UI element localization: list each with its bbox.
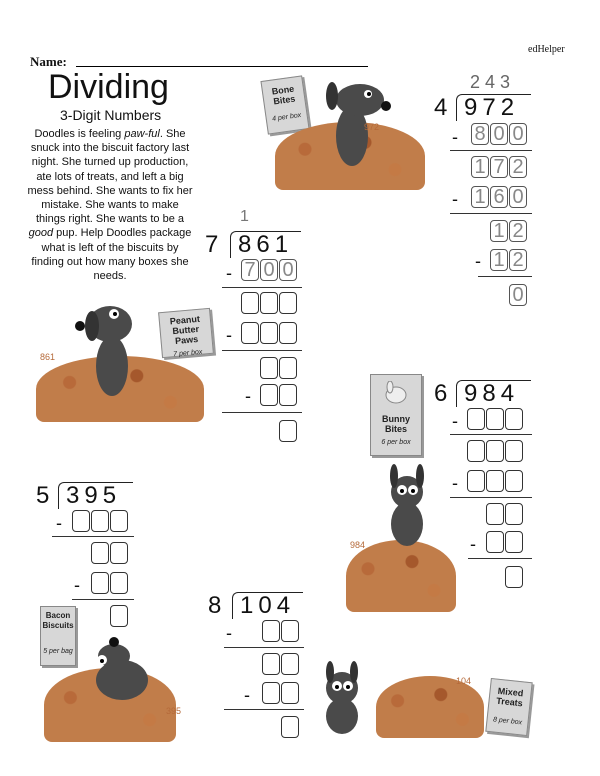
answer-box: 2	[509, 249, 527, 271]
answer-box[interactable]	[241, 292, 259, 314]
answer-box[interactable]	[260, 322, 278, 344]
pile-label: 104	[456, 676, 472, 686]
subtraction-line	[478, 276, 532, 277]
bacon-biscuits-bag	[40, 606, 76, 666]
answer-box[interactable]	[467, 408, 485, 430]
minus-sign: -	[245, 386, 251, 406]
subtraction-line	[222, 287, 302, 288]
dog-icon	[312, 76, 394, 176]
page-subtitle: 3-Digit Numbers	[60, 107, 162, 123]
answer-box: 0	[279, 259, 297, 281]
dog-icon	[84, 636, 158, 708]
answer-box: 0	[509, 186, 527, 208]
pile-label: 972	[364, 122, 380, 132]
answer-box[interactable]	[279, 420, 297, 442]
package-name: Bone Bites	[271, 83, 296, 107]
subtraction-line	[224, 647, 304, 648]
dog-icon	[312, 660, 372, 740]
answer-box[interactable]	[467, 470, 485, 492]
divisor: 6	[434, 380, 448, 407]
answer-box[interactable]	[260, 384, 278, 406]
pile-label: 984	[350, 540, 366, 550]
story-text	[26, 127, 194, 283]
minus-sign: -	[226, 325, 232, 345]
minus-sign: -	[226, 623, 232, 643]
dividend: 104	[240, 592, 296, 619]
answer-box[interactable]	[505, 440, 523, 462]
answer-box: 7	[241, 259, 259, 281]
answer-box: 1	[490, 220, 508, 242]
minus-sign: -	[475, 251, 481, 271]
answer-box[interactable]	[486, 440, 504, 462]
answer-box[interactable]	[281, 716, 299, 738]
pile-label: 395	[166, 706, 182, 716]
subtraction-line	[224, 709, 304, 710]
answer-box[interactable]	[486, 503, 504, 525]
quotient: 243	[470, 72, 516, 92]
subtraction-line	[52, 536, 134, 537]
minus-sign: -	[452, 411, 458, 431]
answer-box[interactable]	[91, 510, 109, 532]
story-emphasis: good	[28, 227, 54, 240]
answer-box[interactable]	[110, 510, 128, 532]
brand-label: edHelper	[528, 44, 565, 55]
package-name: Peanut Butter Paws	[169, 313, 201, 346]
answer-box[interactable]	[486, 408, 504, 430]
answer-box[interactable]	[91, 572, 109, 594]
answer-box[interactable]	[486, 531, 504, 553]
minus-sign: -	[452, 189, 458, 209]
bunny-bites-box	[370, 374, 422, 456]
subtraction-line	[468, 558, 532, 559]
story-part: . She snuck into the biscuit factory last night. She turned up production, ate lots of treats, and left a big mess behind. She wants to fix her mistake. She wants to make things right. She wants to be a	[27, 128, 193, 226]
answer-box[interactable]	[467, 440, 485, 462]
answer-box[interactable]	[281, 682, 299, 704]
answer-box[interactable]	[91, 542, 109, 564]
answer-box: 1	[490, 249, 508, 271]
story-part: Doodles is feeling	[34, 128, 125, 140]
answer-box[interactable]	[486, 470, 504, 492]
answer-box[interactable]	[281, 620, 299, 642]
answer-box[interactable]	[260, 357, 278, 379]
package-count: 4 per box	[271, 111, 302, 123]
story-part: pup. Help Doodles package what is left of the biscuits by finding out how many boxes she needs.	[31, 227, 192, 283]
answer-box[interactable]	[505, 408, 523, 430]
answer-box: 7	[490, 156, 508, 178]
answer-box: 6	[490, 186, 508, 208]
answer-box[interactable]	[505, 531, 523, 553]
answer-box[interactable]	[505, 503, 523, 525]
quotient: 1	[240, 208, 249, 225]
minus-sign: -	[244, 685, 250, 705]
answer-box: 1	[471, 186, 489, 208]
dividend: 395	[66, 482, 122, 509]
minus-sign: -	[56, 513, 62, 533]
subtraction-line	[450, 497, 532, 498]
bone-bites-box	[260, 75, 309, 134]
answer-box[interactable]	[262, 682, 280, 704]
package-name: Bunny Bites	[382, 414, 410, 434]
answer-box[interactable]	[281, 653, 299, 675]
answer-box: 0	[509, 123, 527, 145]
answer-box: 2	[509, 156, 527, 178]
answer-box[interactable]	[72, 510, 90, 532]
package-count: 5 per bag	[43, 648, 73, 655]
divisor: 4	[434, 94, 448, 121]
package-count: 7 per box	[172, 348, 203, 359]
answer-box[interactable]	[110, 542, 128, 564]
answer-box[interactable]	[505, 470, 523, 492]
minus-sign: -	[74, 575, 80, 595]
dog-icon	[372, 462, 442, 552]
minus-sign: -	[452, 127, 458, 147]
dividend: 861	[238, 231, 294, 258]
package-count: 6 per box	[381, 439, 411, 446]
mixed-treats-box	[485, 678, 532, 736]
answer-box[interactable]	[260, 292, 278, 314]
answer-box: 1	[471, 156, 489, 178]
dividend: 972	[464, 94, 520, 121]
answer-box: 0	[260, 259, 278, 281]
answer-box[interactable]	[279, 322, 297, 344]
minus-sign: -	[470, 534, 476, 554]
minus-sign: -	[226, 263, 232, 283]
answer-box[interactable]	[279, 357, 297, 379]
page-title: Dividing	[48, 68, 169, 106]
answer-box: 8	[471, 123, 489, 145]
answer-box[interactable]	[279, 292, 297, 314]
answer-box[interactable]	[241, 322, 259, 344]
divisor: 7	[205, 231, 219, 258]
story-emphasis: paw-ful	[124, 128, 160, 140]
answer-box[interactable]	[262, 620, 280, 642]
answer-box[interactable]	[110, 572, 128, 594]
subtraction-line	[72, 599, 134, 600]
minus-sign: -	[452, 473, 458, 493]
divisor: 5	[36, 482, 50, 509]
peanut-butter-paws-box	[158, 308, 214, 358]
pile-label: 861	[40, 352, 56, 362]
name-line[interactable]	[76, 66, 368, 67]
answer-box: 2	[509, 220, 527, 242]
dividend: 984	[464, 380, 520, 407]
package-count: 8 per box	[492, 716, 523, 727]
name-label: Name:	[30, 54, 67, 69]
answer-box: 0	[509, 284, 527, 306]
answer-box[interactable]	[262, 653, 280, 675]
answer-box: 0	[490, 123, 508, 145]
answer-box[interactable]	[505, 566, 523, 588]
bunny-icon	[382, 381, 410, 405]
subtraction-line	[450, 434, 532, 435]
dog-icon	[72, 296, 152, 404]
answer-box[interactable]	[110, 605, 128, 627]
subtraction-line	[450, 213, 532, 214]
divisor: 8	[208, 592, 222, 619]
subtraction-line	[450, 150, 532, 151]
subtraction-line	[222, 350, 302, 351]
package-name: Bacon Biscuits	[42, 611, 74, 630]
package-name: Mixed Treats	[495, 685, 524, 709]
answer-box[interactable]	[279, 384, 297, 406]
subtraction-line	[222, 412, 302, 413]
